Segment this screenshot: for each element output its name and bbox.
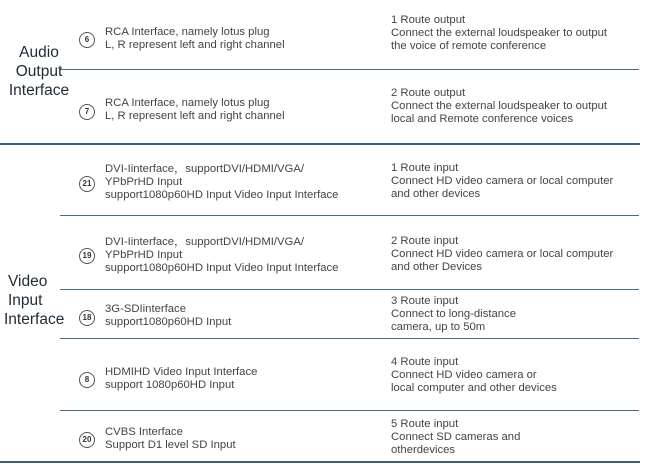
route-line: local computer and other devices bbox=[391, 382, 557, 394]
route-line: Connect the external loudspeaker to output bbox=[391, 27, 608, 39]
description-line: CVBS Interface bbox=[105, 426, 183, 438]
row-divider bbox=[60, 338, 639, 339]
description-line: DVI-Iinterface，supportDVI/HDMI/VGA/ bbox=[105, 163, 305, 175]
description-line: support1080p60HD Input Video Input Interface bbox=[105, 262, 339, 274]
description-line: RCA Interface, namely lotus plug bbox=[105, 26, 270, 38]
description-line: HDMIHD Video Input Interface bbox=[105, 366, 258, 378]
description-line: L, R represent left and right channel bbox=[105, 39, 285, 51]
video-label-line: Interface bbox=[4, 311, 65, 328]
description-line: support 1080p60HD Input bbox=[105, 379, 235, 391]
route-line: Connect the external loudspeaker to output bbox=[391, 100, 608, 112]
route-line: otherdevices bbox=[391, 444, 456, 456]
route-line: 1 Route input bbox=[391, 162, 459, 174]
interface-number-badge: 20 bbox=[79, 432, 95, 448]
audio-label-line: Audio bbox=[19, 44, 59, 61]
description-line: 3G-SDIinterface bbox=[105, 303, 186, 315]
description-line: DVI-Iinterface，supportDVI/HDMI/VGA/ bbox=[105, 236, 305, 248]
audio-label-line: Output bbox=[15, 63, 63, 80]
interface-description bbox=[105, 303, 231, 329]
description-line: YPbPrHD Input bbox=[105, 249, 183, 261]
route-line: the voice of remote conference bbox=[391, 40, 547, 52]
description-line: Support D1 level SD Input bbox=[105, 439, 236, 451]
route-description bbox=[391, 356, 557, 395]
interface-description bbox=[105, 26, 285, 52]
interface-description bbox=[105, 366, 257, 392]
interface-number-badge: 6 bbox=[79, 32, 95, 48]
row-divider bbox=[60, 215, 639, 216]
route-line: and other Devices bbox=[391, 261, 483, 273]
route-line: 2 Route output bbox=[391, 87, 466, 99]
route-description bbox=[391, 87, 607, 126]
route-description bbox=[391, 14, 607, 53]
video-label-line: Video bbox=[8, 273, 48, 290]
interface-description bbox=[105, 236, 338, 275]
video-section-label bbox=[4, 272, 76, 329]
route-line: 2 Route input bbox=[391, 235, 459, 247]
interface-description bbox=[105, 97, 285, 123]
audio-label-line: Interface bbox=[8, 82, 70, 99]
description-line: support1080p60HD Input Video Input Interface bbox=[105, 189, 339, 201]
route-line: Connect SD cameras and bbox=[391, 431, 521, 443]
audio-section-label bbox=[4, 43, 74, 100]
route-description bbox=[391, 295, 516, 334]
interface-number-badge: 8 bbox=[79, 372, 95, 388]
route-line: Connect HD video camera or local computer bbox=[391, 248, 614, 260]
route-line: Connect HD video camera or local computer bbox=[391, 175, 614, 187]
route-line: Connect to long-distance bbox=[391, 308, 516, 320]
section-divider-top bbox=[60, 69, 639, 70]
interface-number-badge: 19 bbox=[79, 248, 95, 264]
route-line: Connect HD video camera or bbox=[391, 369, 537, 381]
interface-number-badge: 21 bbox=[79, 176, 95, 192]
interface-number-badge: 7 bbox=[79, 104, 95, 120]
route-line: 4 Route input bbox=[391, 356, 459, 368]
interface-number-badge: 18 bbox=[79, 310, 95, 326]
description-line: RCA Interface, namely lotus plug bbox=[105, 97, 270, 109]
row-divider bbox=[60, 410, 639, 411]
route-line: local and Remote conference voices bbox=[391, 113, 574, 125]
route-line: camera, up to 50m bbox=[391, 321, 486, 333]
description-line: support1080p60HD Input bbox=[105, 316, 232, 328]
interface-description bbox=[105, 163, 338, 202]
section-divider-bottom bbox=[0, 461, 640, 463]
route-description bbox=[391, 162, 613, 201]
route-line: 5 Route input bbox=[391, 418, 459, 430]
interface-description bbox=[105, 426, 236, 452]
description-line: L, R represent left and right channel bbox=[105, 110, 285, 122]
route-description bbox=[391, 235, 613, 274]
route-line: 3 Route input bbox=[391, 295, 459, 307]
section-divider-audio-video bbox=[0, 143, 640, 145]
row-divider bbox=[60, 289, 639, 290]
route-line: and other devices bbox=[391, 188, 481, 200]
description-line: YPbPrHD Input bbox=[105, 176, 183, 188]
route-line: 1 Route output bbox=[391, 14, 466, 26]
route-description bbox=[391, 418, 520, 457]
video-label-line: Input bbox=[8, 292, 43, 309]
